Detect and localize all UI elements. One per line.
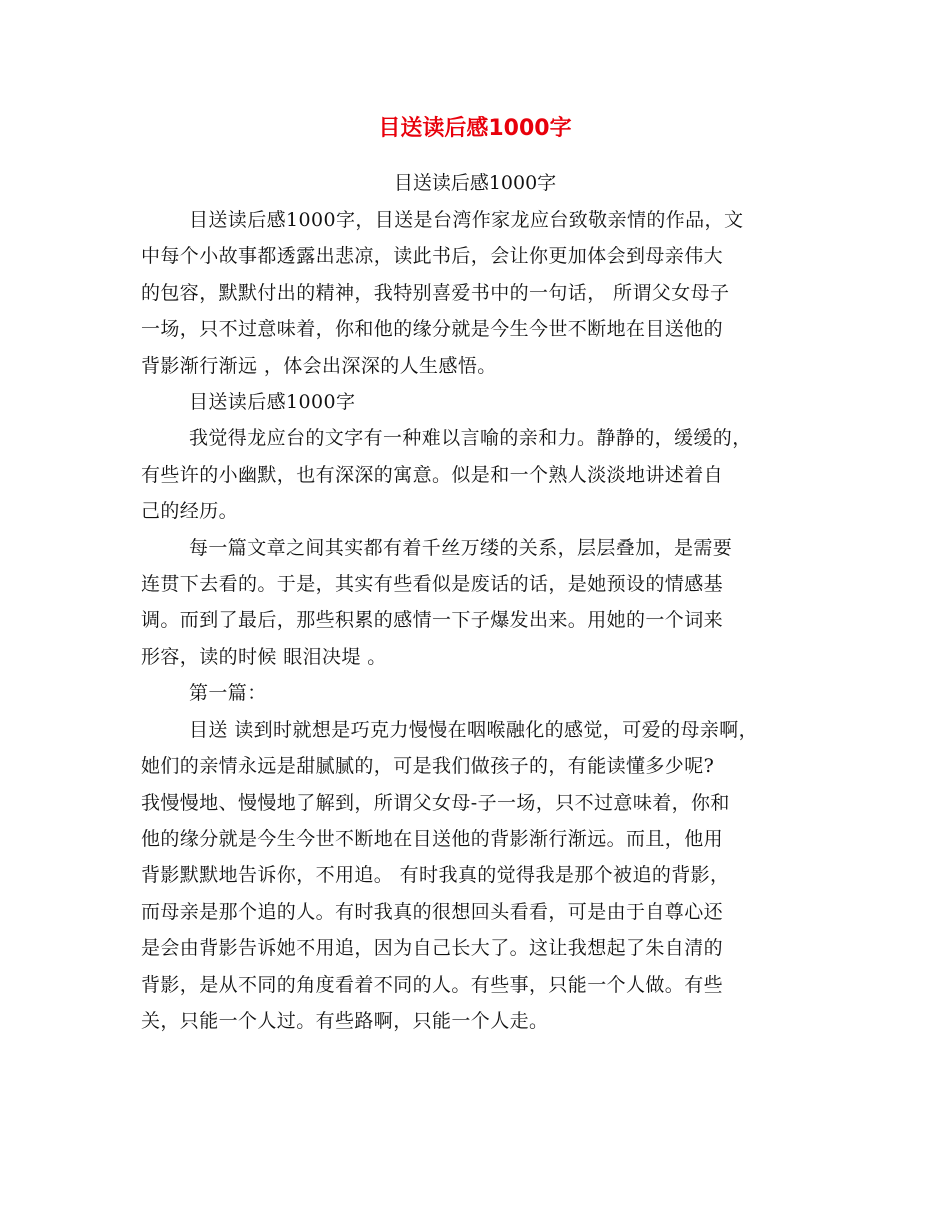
paragraph-line: 他的缘分就是今生今世不断地在目送他的背影渐行渐远。而且，他用 xyxy=(141,827,724,850)
paragraph-line: 中每个小故事都透露出悲凉，读此书后，会让你更加体会到母亲伟大 xyxy=(141,245,724,268)
paragraph-line: 背影，是从不同的角度看着不同的人。有些事，只能一个人做。有些 xyxy=(141,973,724,996)
paragraph-line: 调。而到了最后，那些积累的感情一下子爆发出来。用她的一个词来 xyxy=(141,609,724,632)
paragraph xyxy=(141,530,831,676)
document-title: 目送读后感1000字 xyxy=(378,116,572,141)
paragraph-line: 连贯下去看的。于是，其实有些看似是废话的话，是她预设的情感基 xyxy=(141,573,724,596)
paragraph-line: 我慢慢地、慢慢地了解到，所谓父女母-子一场，只不过意味着，你和 xyxy=(141,791,730,814)
paragraph-line: 目送读后感1000字，目送是台湾作家龙应台致敬亲情的作品，文 xyxy=(189,209,744,231)
paragraph-line: 她们的亲情永远是甜腻腻的，可是我们做孩子的，有能读懂多少呢? xyxy=(141,755,715,778)
paragraph-line: 目送读后感1000字 xyxy=(189,391,356,414)
paragraph-line: 是会由背影告诉她不用追，因为自己长大了。这让我想起了朱自清的 xyxy=(141,937,724,960)
paragraph-line: 关，只能一个人过。有些路啊，只能一个人走。 xyxy=(141,1009,549,1032)
paragraph xyxy=(141,202,831,384)
paragraph xyxy=(141,675,831,711)
paragraph-line: 目送 读到时就想是巧克力慢慢在咽喉融化的感觉，可爱的母亲啊， xyxy=(189,718,759,741)
document-subtitle: 目送读后感1000字 xyxy=(393,172,557,194)
paragraph-line: 第一篇： xyxy=(189,682,267,705)
paragraph-line: 己的经历。 xyxy=(141,500,239,523)
paragraph-line: 的包容，默默付出的精神，我特别喜爱书中的一句话， 所谓父女母子 xyxy=(141,281,730,304)
paragraph-line: 有些许的小幽默，也有深深的寓意。似是和一个熟人淡淡地讲述着自 xyxy=(141,463,724,486)
document-body xyxy=(141,202,831,1039)
paragraph-line: 背影渐行渐远 ，体会出深深的人生感悟。 xyxy=(141,354,497,377)
paragraph xyxy=(141,384,831,420)
paragraph-line: 每一篇文章之间其实都有着千丝万缕的关系，层层叠加，是需要 xyxy=(189,536,733,559)
paragraph-line: 一场，只不过意味着，你和他的缘分就是今生今世不断地在目送他的 xyxy=(141,318,724,341)
paragraph-line: 我觉得龙应台的文字有一种难以言喻的亲和力。静静的，缓缓的， xyxy=(189,427,752,450)
paragraph-line: 背影默默地告诉你，不用追。 有时我真的觉得我是那个被追的背影， xyxy=(141,864,730,887)
paragraph xyxy=(141,420,831,529)
paragraph-line: 而母亲是那个追的人。有时我真的很想回头看看，可是由于自尊心还 xyxy=(141,900,724,923)
paragraph-line: 形容，读的时候 眼泪决堤 。 xyxy=(141,645,387,668)
paragraph xyxy=(141,712,831,1040)
